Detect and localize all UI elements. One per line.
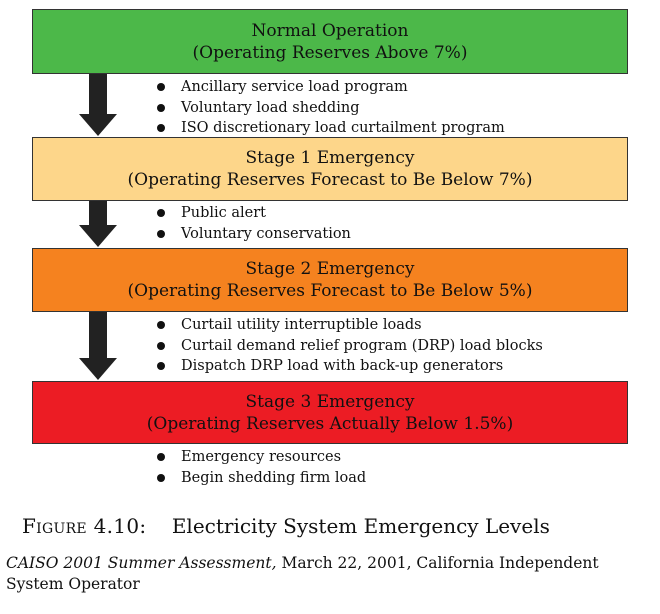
source-title: CAISO 2001 Summer Assessment, — [6, 554, 277, 572]
figure-caption-text: Electricity System Emergency Levels — [171, 514, 550, 538]
bullet-icon — [157, 83, 165, 91]
figure-label: Figure 4.10: — [22, 514, 147, 538]
list-item: Dispatch DRP load with back-up generators — [155, 356, 543, 377]
bullet-icon — [157, 321, 165, 329]
down-arrow-icon — [79, 201, 117, 247]
list-item: Public alert — [155, 203, 351, 224]
list-item: Voluntary conservation — [155, 224, 351, 245]
action-list-stage-3 — [155, 447, 366, 488]
bullet-icon — [157, 104, 165, 112]
list-item: Curtail demand relief program (DRP) load blocks — [155, 336, 543, 357]
stage-subtitle: (Operating Reserves Forecast to Be Below 7%) — [127, 170, 533, 190]
stage-title: Stage 1 Emergency — [245, 148, 415, 168]
stage-subtitle: (Operating Reserves Above 7%) — [192, 42, 468, 63]
figure-caption — [22, 513, 550, 539]
down-arrow-icon — [79, 74, 117, 136]
stage-box-normal-operation — [32, 9, 628, 74]
stage-box-stage-3-emergency — [32, 381, 628, 444]
list-item: Emergency resources — [155, 447, 366, 468]
list-item: Ancillary service load program — [155, 77, 505, 98]
list-item: ISO discretionary load curtailment program — [155, 118, 505, 139]
stage-box-stage-2-emergency — [32, 248, 628, 312]
list-item: Begin shedding firm load — [155, 468, 366, 489]
stage-title: Normal Operation — [251, 20, 409, 41]
action-list-normal-operation — [155, 77, 505, 139]
stage-title: Stage 3 Emergency — [245, 391, 415, 412]
stage-box-stage-1-emergency — [32, 137, 628, 201]
bullet-icon — [157, 362, 165, 370]
source-note — [6, 553, 654, 595]
stage-title: Stage 2 Emergency — [245, 259, 415, 279]
stage-subtitle: (Operating Reserves Actually Below 1.5%) — [146, 413, 514, 434]
source-details: March 22, 2001, California Independent System Operator — [6, 554, 599, 593]
bullet-icon — [157, 209, 165, 217]
bullet-icon — [157, 453, 165, 461]
bullet-icon — [157, 474, 165, 482]
list-item: Voluntary load shedding — [155, 98, 505, 119]
action-list-stage-2 — [155, 315, 543, 377]
list-item: Curtail utility interruptible loads — [155, 315, 543, 336]
bullet-icon — [157, 124, 165, 132]
action-list-stage-1 — [155, 203, 351, 244]
bullet-icon — [157, 342, 165, 350]
down-arrow-icon — [79, 312, 117, 380]
stage-subtitle: (Operating Reserves Forecast to Be Below 5%) — [127, 281, 533, 301]
bullet-icon — [157, 230, 165, 238]
